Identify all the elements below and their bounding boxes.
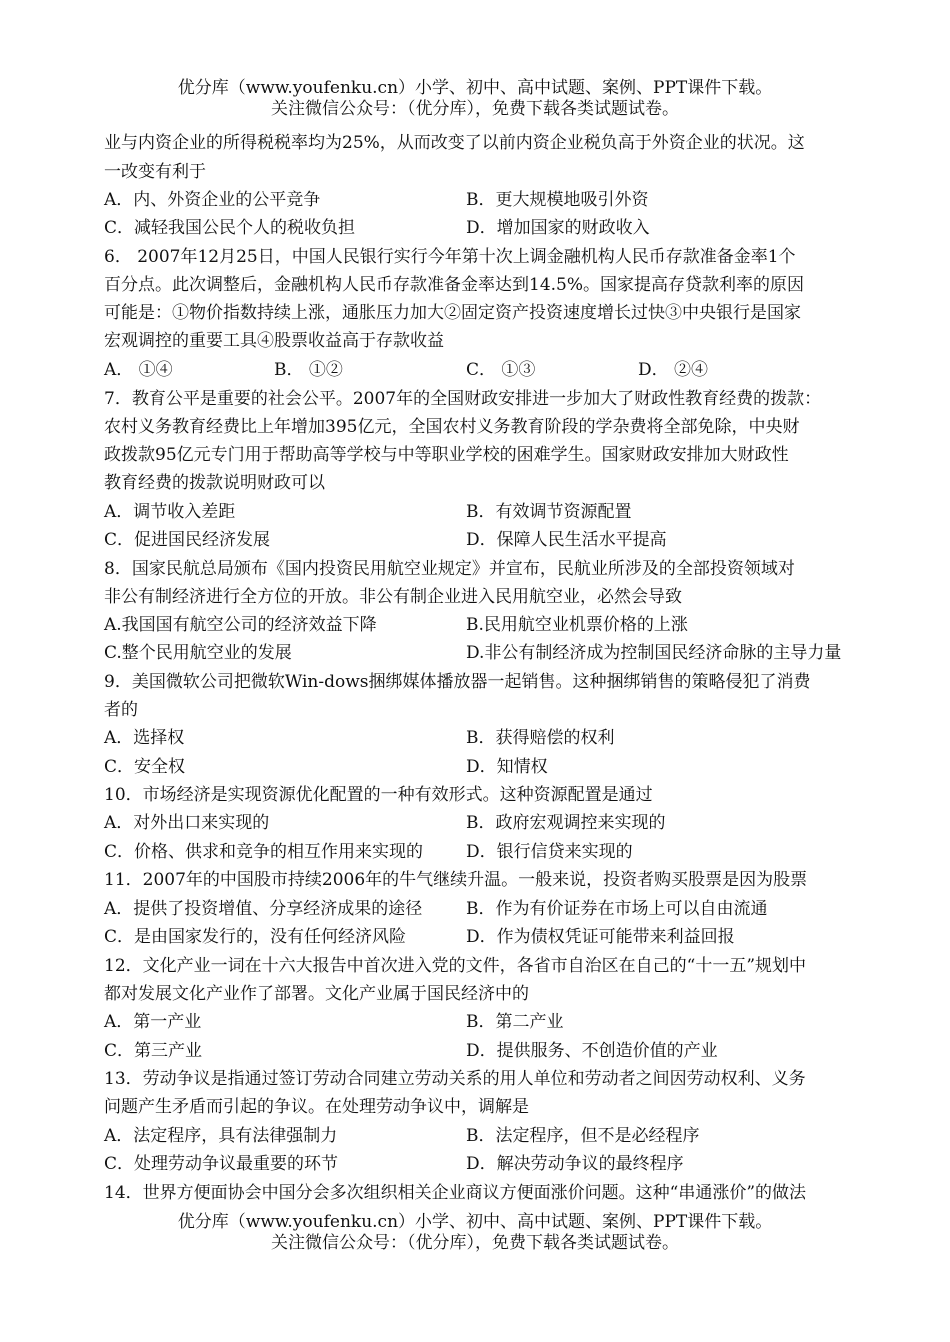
q8-stem-line-1: 8．国家民航总局颁布《国内投资民用航空业规定》并宣布，民航业所涉及的全部投资领域对	[104, 559, 795, 579]
q6-option-d: D． ②④	[638, 360, 709, 380]
q12-option-a: A．第一产业	[104, 1012, 202, 1032]
q13-option-a: A．法定程序，具有法律强制力	[104, 1126, 338, 1146]
q7-stem-line-3: 政拨款95亿元专门用于帮助高等学校与中等职业学校的困难学生。国家财政安排加大财政性	[104, 445, 789, 465]
q6-stem-line-1: 6． 2007年12月25日，中国人民银行实行今年第十次上调金融机构人民币存款准备金率1个	[104, 247, 796, 267]
footer-line-1: 优分库（www.youfenku.cn）小学、初中、高中试题、案例、PPT课件下载。	[177, 1212, 773, 1232]
q8-option-b: B.民用航空业机票价格的上涨	[466, 615, 688, 635]
q11-option-a: A．提供了投资增值、分享经济成果的途径	[104, 899, 423, 919]
header-line-2: 关注微信公众号：（优分库），免费下载各类试题试卷。	[271, 99, 679, 119]
q7-stem-line-2: 农村义务教育经费比上年增加395亿元，全国农村义务教育阶段的学杂费将全部免除，中央财	[104, 417, 800, 437]
q10-option-c: C．价格、供求和竞争的相互作用来实现的	[104, 842, 424, 862]
q8-option-a: A.我国国有航空公司的经济效益下降	[104, 615, 377, 635]
q11-option-b: B．作为有价证券在市场上可以自由流通	[466, 899, 768, 919]
q6-stem-line-4: 宏观调控的重要工具④股票收益高于存款收益	[104, 331, 444, 351]
q7-option-a: A．调节收入差距	[104, 502, 236, 522]
q12-option-c: C．第三产业	[104, 1041, 203, 1061]
q6-option-a: A． ①④	[104, 360, 173, 380]
q6-stem-line-2: 百分点。此次调整后，金融机构人民币存款准备金率达到14.5%。国家提高存贷款利率的原因	[104, 275, 805, 295]
q5-option-d: D．增加国家的财政收入	[466, 218, 650, 238]
q12-option-b: B．第二产业	[466, 1012, 564, 1032]
q10-option-a: A．对外出口来实现的	[104, 813, 270, 833]
q9-stem-line-2: 者的	[104, 700, 138, 720]
q6-option-c: C． ①③	[466, 360, 536, 380]
q9-option-b: B．获得赔偿的权利	[466, 728, 615, 748]
q7-option-b: B．有效调节资源配置	[466, 502, 632, 522]
q6-option-b: B． ①②	[274, 360, 343, 380]
q7-stem-line-4: 教育经费的拨款说明财政可以	[104, 473, 325, 493]
q13-option-b: B．法定程序，但不是必经程序	[466, 1126, 700, 1146]
q13-option-c: C．处理劳动争议最重要的环节	[104, 1154, 339, 1174]
q5-option-c: C．减轻我国公民个人的税收负担	[104, 218, 356, 238]
q7-option-c: C．促进国民经济发展	[104, 530, 271, 550]
q12-stem-line-2: 都对发展文化产业作了部署。文化产业属于国民经济中的	[104, 984, 529, 1004]
q10-stem-line-1: 10．市场经济是实现资源优化配置的一种有效形式。这种资源配置是通过	[104, 785, 653, 805]
q5-stem-line-2: 一改变有利于	[104, 162, 206, 182]
q13-option-d: D．解决劳动争议的最终程序	[466, 1154, 684, 1174]
q5-option-a: A．内、外资企业的公平竞争	[104, 190, 321, 210]
q9-stem-line-1: 9．美国微软公司把微软Win-dows捆绑媒体播放器一起销售。这种捆绑销售的策略侵犯了消费	[104, 672, 811, 692]
q7-stem-line-1: 7．教育公平是重要的社会公平。2007年的全国财政安排进一步加大了财政性教育经费的拨款：	[104, 389, 822, 409]
q7-option-d: D．保障人民生活水平提高	[466, 530, 667, 550]
q5-stem-line-1: 业与内资企业的所得税税率均为25%，从而改变了以前内资企业税负高于外资企业的状况。这	[104, 133, 805, 153]
q11-option-d: D．作为债权凭证可能带来利益回报	[466, 927, 735, 947]
header-line-1: 优分库（www.youfenku.cn）小学、初中、高中试题、案例、PPT课件下载。	[177, 78, 773, 98]
q11-stem-line-1: 11．2007年的中国股市持续2006年的牛气继续升温。一般来说，投资者购买股票是因为股票	[104, 870, 808, 890]
q14-stem-line-1: 14．世界方便面协会中国分会多次组织相关企业商议方便面涨价问题。这种“串通涨价”的做法	[104, 1183, 807, 1203]
q9-option-a: A．选择权	[104, 728, 185, 748]
q10-option-b: B．政府宏观调控来实现的	[466, 813, 666, 833]
q10-option-d: D．银行信贷来实现的	[466, 842, 633, 862]
q9-option-d: D．知情权	[466, 757, 548, 777]
q12-stem-line-1: 12．文化产业一词在十六大报告中首次进入党的文件，各省市自治区在自己的“十一五”规划中	[104, 956, 807, 976]
q9-option-c: C．安全权	[104, 757, 186, 777]
q13-stem-line-1: 13．劳动争议是指通过签订劳动合同建立劳动关系的用人单位和劳动者之间因劳动权利、义务	[104, 1069, 806, 1089]
q13-stem-line-2: 问题产生矛盾而引起的争议。在处理劳动争议中，调解是	[104, 1097, 529, 1117]
q6-stem-line-3: 可能是：①物价指数持续上涨，通胀压力加大②固定资产投资速度增长过快③中央银行是国家	[104, 303, 801, 323]
q5-option-b: B．更大规模地吸引外资	[466, 190, 649, 210]
q8-stem-line-2: 非公有制经济进行全方位的开放。非公有制企业进入民用航空业，必然会导致	[104, 587, 682, 607]
q12-option-d: D．提供服务、不创造价值的产业	[466, 1041, 718, 1061]
q8-option-c: C.整个民用航空业的发展	[104, 643, 292, 663]
footer-line-2: 关注微信公众号：（优分库），免费下载各类试题试卷。	[271, 1233, 679, 1253]
q11-option-c: C．是由国家发行的，没有任何经济风险	[104, 927, 407, 947]
q8-option-d: D.非公有制经济成为控制国民经济命脉的主导力量	[466, 643, 842, 663]
